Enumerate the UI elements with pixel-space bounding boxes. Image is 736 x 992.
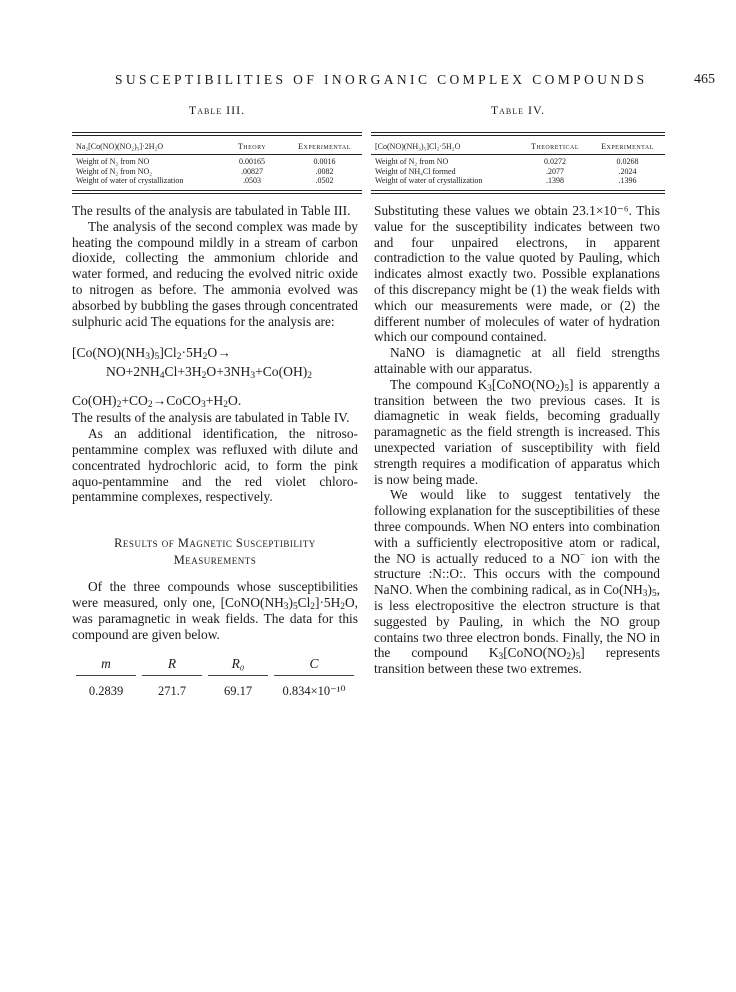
header-r0: R₀ bbox=[208, 656, 268, 676]
table-bottom-rule bbox=[72, 193, 362, 194]
row-label: Weight of NH₄Cl formed bbox=[375, 166, 456, 176]
right-column bbox=[374, 203, 660, 677]
text: represents transition between these two extremes. bbox=[374, 645, 660, 677]
value-c: 0.834×10⁻¹⁰ bbox=[282, 684, 346, 699]
page-number: 465 bbox=[694, 72, 715, 87]
running-head: SUSCEPTIBILITIES OF INORGANIC COMPLEX COMPOUNDS bbox=[115, 72, 648, 87]
header-r: R bbox=[142, 656, 202, 676]
paragraph: Substituting these values we obtain 23.1×10⁻⁶. This value for the susceptibility indicates between two and four unpaired electrons, in apparent contradiction to the value quoted by Pauling, which indicates almost exactly two. Possible explanations of this discrepancy might be (1) the weak fields with which our measurements were made, or (2) the different number of molecules of water of hydration which our compound contained. bbox=[374, 203, 660, 345]
data-value-row bbox=[72, 684, 358, 700]
experimental-value: .0082 bbox=[315, 166, 334, 176]
paragraph: As an additional identification, the nitroso-pentammine complex was refluxed with dilute and concentrated hydrochloric acid, to form the pink aquo-pentammine and the red violet chloro-pentammine complexes, respectively. bbox=[72, 426, 358, 505]
row-label: Weight of N₂ from NO bbox=[76, 157, 150, 166]
text: ion with the structure bbox=[374, 550, 660, 582]
section-title-line-2: Measurements bbox=[173, 553, 257, 568]
paragraph: Of the three compounds whose susceptibilities were measured, only one, $[CoNO(NH_3)_5Cl_2]\cdot 5H_2O$, was paramagnetic in weak fields. The data for this compound are given below. bbox=[72, 579, 358, 642]
table-row bbox=[72, 176, 362, 186]
theoretical-value: .1398 bbox=[546, 176, 564, 185]
experimental-value: .0502 bbox=[315, 176, 334, 185]
text: was paramagnetic in weak fields. The data for this compound are given below. bbox=[72, 610, 358, 642]
table-header-experimental: Experimental bbox=[601, 142, 654, 151]
paragraph: NaNO is diamagnetic at all field strengths attainable with our apparatus. bbox=[374, 345, 660, 376]
row-label: Weight of water of crystallization bbox=[76, 176, 184, 185]
table-row bbox=[371, 176, 665, 186]
experimental-value: .2024 bbox=[618, 166, 637, 176]
paragraph: The analysis of the second complex was made by heating the compound mildly in a stream of carbon dioxide, collecting the ammonium chloride and water formed, and reducing the evolved nitric oxide to nitrogen as before. The ammonia evolved was absorbed by bubbling the gases through concentrated sulphuric acid The equations for the analysis are: bbox=[72, 218, 358, 329]
table-header-row bbox=[371, 136, 665, 155]
theory-value: .0503 bbox=[243, 176, 261, 185]
susceptibility-data-table bbox=[72, 656, 358, 700]
table-header-row bbox=[72, 136, 362, 155]
table-iv bbox=[371, 103, 665, 194]
table-header-compound: Na₂[Co(NO)(NO₂)₅]·2H₂O bbox=[76, 142, 164, 151]
table-iii bbox=[72, 103, 362, 194]
table-row bbox=[72, 157, 362, 167]
table-row bbox=[72, 167, 362, 177]
page-header bbox=[115, 72, 715, 94]
table-header-experimental: Experimental bbox=[298, 142, 351, 151]
table-body bbox=[371, 155, 665, 191]
theory-value: .00827 bbox=[241, 166, 263, 176]
table-title: Table IV. bbox=[490, 103, 546, 117]
table-header-compound: [Co(NO)(NH₃)₅]Cl₂·5H₂O bbox=[375, 142, 461, 151]
text: The compound bbox=[390, 376, 473, 392]
paragraph: The compound $K_3[CoNO(NO_2)_5]$ is apparently a transition between the two previous cases. It is diamagnetic in weak fields, becoming gradually paramagnetic as the field strength is increased. This unexpected variation of susceptibility with field strength requires a modification of apparatus which is now being made. bbox=[374, 376, 660, 487]
text: Of the three compounds whose susceptibilities were measured, only one, bbox=[72, 579, 358, 610]
value-r0: 69.17 bbox=[223, 684, 253, 699]
table-header-theory: Theory bbox=[237, 142, 267, 151]
table-title: Table III. bbox=[188, 103, 246, 117]
table-row bbox=[371, 157, 665, 167]
equation-2: $Co(OH)_2+CO_2\to CoCO_3+H_2O$. bbox=[72, 393, 242, 411]
text: . This occurs with the compound NaNO. When the combining radical, as in bbox=[374, 566, 660, 598]
paragraph: We would like to suggest tentatively the following explanation for the susceptibilities of these three compounds. When NO enters into combination with a sufficiently electropositive atom or radical, the NO is actually reduced to a NO− ion with the structure :N::O:. This occurs with the compound NaNO. When the combining radical, as in $Co(NH_3)_5$, is less electropositive the electron structure is that suggested by Pauling, in which the NO group contains two three electron bonds. Finally, the NO in the compound $K_3[CoNO(NO_2)_5]$ represents transition between these two extremes. bbox=[374, 487, 660, 677]
section-title-line-1: Results of Magnetic Susceptibility bbox=[114, 536, 316, 551]
experimental-value: .1396 bbox=[618, 176, 637, 185]
data-header-row bbox=[72, 656, 358, 676]
text: , is less electropositive the electron structure is that suggested by Pauling, in which the NO group contains two three electron bonds. Finally, the NO in the compound bbox=[374, 582, 660, 661]
header-c: C bbox=[274, 656, 354, 676]
theory-value: 0.00165 bbox=[239, 157, 265, 166]
header-m: m bbox=[76, 656, 136, 676]
experimental-value: 0.0268 bbox=[616, 157, 639, 166]
paragraph: The results of the analysis are tabulated in Table IV. bbox=[72, 410, 350, 426]
equation-1: $[Co(NO)(NH_3)_5]Cl_2\cdot 5H_2O\to$ $NO+2NH_4Cl+3H_2O+3NH_3+Co(OH)_2$ bbox=[72, 345, 313, 382]
experimental-value: 0.0016 bbox=[313, 157, 336, 166]
row-label: Weight of N₂ from NO bbox=[375, 157, 449, 166]
row-label: Weight of water of crystallization bbox=[375, 176, 483, 185]
text: We would like to suggest tentatively the following explanation for the susceptibilities of these three compounds. When NO enters into combination with a sufficiently electropositive atom or radical, the NO is actually reduced to a bbox=[374, 487, 660, 566]
theoretical-value: 0.0272 bbox=[544, 157, 566, 166]
value-m: 0.2839 bbox=[88, 684, 124, 699]
table-row bbox=[371, 167, 665, 177]
left-column bbox=[72, 203, 358, 700]
paragraph: The results of the analysis are tabulated in Table III. bbox=[72, 203, 351, 218]
table-header-theoretical: Theoretical bbox=[530, 142, 580, 151]
table-body bbox=[72, 155, 362, 191]
row-label: Weight of N₂ from NO₂ bbox=[76, 166, 153, 176]
text: is apparently a transition between the two previous cases. It is diamagnetic in weak fields, becoming gradually paramagnetic as the field strength is increased. This unexpected variation of susceptibility with field strength requires a modification of apparatus which is now being made. bbox=[374, 376, 660, 487]
theoretical-value: .2077 bbox=[546, 166, 564, 176]
table-bottom-rule bbox=[371, 193, 665, 194]
value-r: 271.7 bbox=[157, 684, 187, 699]
section-title bbox=[72, 535, 358, 569]
